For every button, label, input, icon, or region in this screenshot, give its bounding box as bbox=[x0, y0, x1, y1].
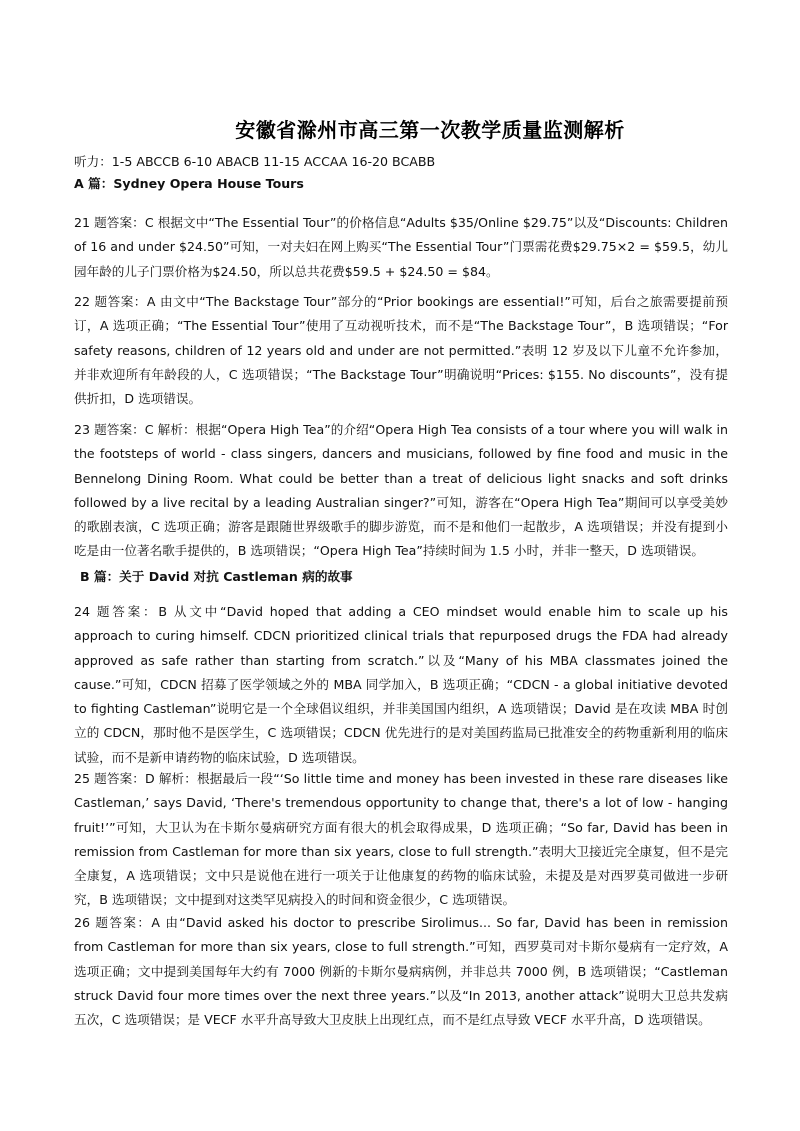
answer-23: 23 题答案：C 解析：根据“Opera High Tea”的介绍“Opera High Tea consists of a tour where you will walk in the footsteps of world - class singers, dancers and musicians, followed by fine food and music in the Bennelong Dining Room. What could be better than a treat of delicious light snacks and soft drinks followed by a live recital by a leading Australian singer?”可知，游客在“Opera High Tea”期间可以享受美妙的歌剧表演，C 选项正确；游客是跟随世界级歌手的脚步游览，而不是和他们一起散步，A 选项错误；并没有提到小吃是由一位著名歌手提供的，B 选项错误；“Opera High Tea”持续时间为 1.5 小时，并非一整天，D 选项错误。 bbox=[74, 422, 728, 559]
answer-25: 25 题答案：D 解析：根据最后一段“‘So little time and money has been invested in these rare diseases like Castleman,’ says David, ‘There's tremendous opportunity to change that, there's a lot of low - hanging fruit!’”可知，大卫认为在卡斯尔曼病研究方面有很大的机会取得成果，D 选项正确；“So far, David has been in remission from Castleman for more than six years, close to full strength.”表明大卫接近完全康复，但不是完全康复，A 选项错误；文中只是说他在进行一项关于让他康复的药物的临床试验，未提及是对西罗莫司做进一步研究，B 选项错误；文中提到对这类罕见病投入的时间和资金很少，C 选项错误。 bbox=[74, 771, 728, 908]
section-a-heading: A 篇：Sydney Opera House Tours bbox=[74, 176, 304, 191]
answer-22: 22 题答案：A 由文中“The Backstage Tour”部分的“Prior bookings are essential!”可知，后台之旅需要提前预订，A 选项正确；“The Essential Tour”使用了互动视听技术，而不是“The Backstage Tour”，B 选项错误；“For safety reasons, children of 12 years old and under are not permitted.”表明 12 岁及以下儿童不允许参加，并非欢迎所有年龄段的人，C 选项错误；“The Backstage Tour”明确说明“Prices: $155. No discounts”，没有提供折扣，D 选项错误。 bbox=[74, 294, 728, 407]
answer-24: 24 题答案：B 从文中“David hoped that adding a CEO mindset would enable him to scale up his approach to curing himself. CDCN prioritized clinical trials that repurposed drugs the FDA had already approved as safe rather than starting from scratch.”以及“Many of his MBA classmates joined the cause.”可知，CDCN 招募了医学领域之外的 MBA 同学加入，B 选项正确；“CDCN - a global initiative devoted to fighting Castleman”说明它是一个全球倡议组织，并非美国国内组织，A 选项错误；David 是在攻读 MBA 时创立的 CDCN，那时他不是医学生，C 选项错误；CDCN 优先进行的是对美国药监局已批准安全的药物重新利用的临床试验，而不是新申请药物的临床试验，D 选项错误。 bbox=[74, 604, 728, 765]
answer-26: 26 题答案：A 由“David asked his doctor to prescribe Sirolimus... So far, David has been in remission from Castleman for more than six years, close to full strength.”可知，西罗莫司对卡斯尔曼病有一定疗效，A 选项正确；文中提到美国每年大约有 7000 例新的卡斯尔曼病病例，并非总共 7000 例，B 选项错误；“Castleman struck David four more times over the next three years.”以及“In 2013, another attack”说明大卫总共发病五次，C 选项错误；是 VECF 水平升高导致大卫皮肤上出现红点，而不是红点导致 VECF 水平升高，D 选项错误。 bbox=[74, 915, 728, 1028]
answer-21: 21 题答案：C 根据文中“The Essential Tour”的价格信息“Adults $35/Online $29.75”以及“Discounts: Children of 16 and under $24.50”可知，一对夫妇在网上购买“The Essential Tour”门票需花费$29.75×2 = $59.5，幼儿园年龄的儿子门票价格为$24.50，所以总共花费$59.5 + $24.50 = $84。 bbox=[74, 215, 728, 279]
listening-answers: 听力：1-5 ABCCB 6-10 ABACB 11-15 ACCAA 16-20 BCABB bbox=[74, 154, 436, 169]
page-title: 安徽省滁州市高三第一次教学质量监测解析 bbox=[235, 118, 625, 142]
section-b-heading: B 篇：关于 David 对抗 Castleman 病的故事 bbox=[80, 569, 353, 584]
